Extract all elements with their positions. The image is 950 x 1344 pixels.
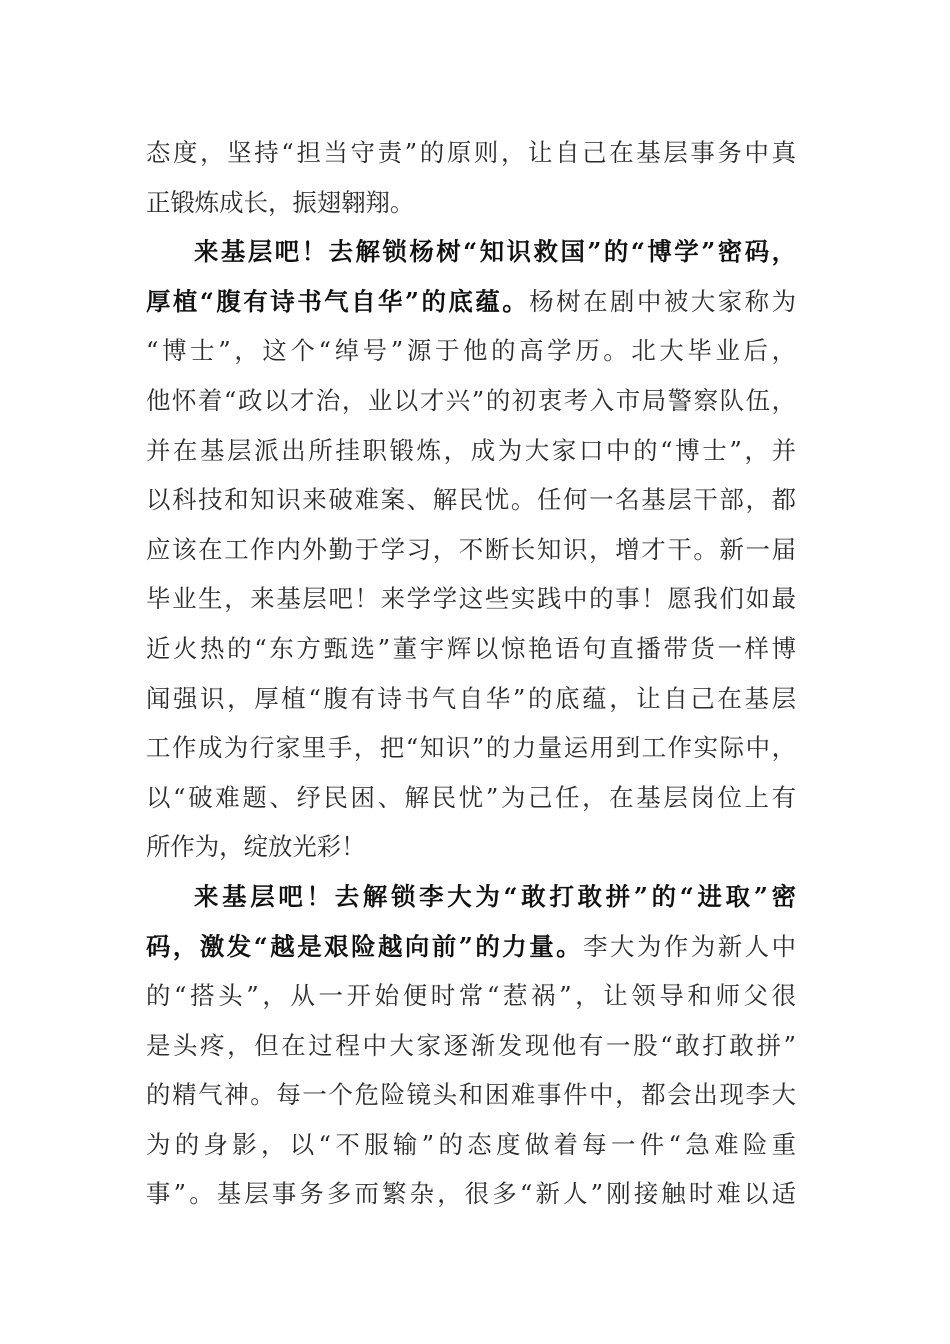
- text-line: 他怀着“政以才治，业以才兴”的初衷考入市局警察队伍，: [146, 385, 796, 415]
- paragraph-heading-line: [146, 922, 796, 972]
- text-line: 的“搭头”，从一开始便时常“惹祸”，让领导和师父很: [146, 981, 796, 1011]
- text-line: 正锻炼成长，振翅翱翔。: [146, 187, 415, 217]
- body-text: 杨树在剧中被大家称为: [529, 286, 796, 316]
- text-line: “博士”，这个“绰号”源于他的高学历。北大毕业后，: [146, 336, 796, 366]
- bold-heading-text: 厚植“腹有诗书气自华”的底蕴。: [146, 286, 530, 316]
- text-line: 毕业生，来基层吧！来学学这些实践中的事！愿我们如最: [146, 584, 796, 614]
- text-line: 是头疼，但在过程中大家逐渐发现他有一股“敢打敢拼”: [146, 1030, 796, 1060]
- text-line: 的精气神。每一个危险镜头和困难事件中，都会出现李大: [146, 1080, 796, 1110]
- paragraph-heading-line: [146, 277, 796, 327]
- paragraph-heading-line: [146, 227, 796, 277]
- text-line: 闻强识，厚植“腹有诗书气自华”的底蕴，让自己在基层: [146, 683, 796, 713]
- paragraph-heading-line: [146, 872, 796, 922]
- text-line: 并在基层派出所挂职锻炼，成为大家口中的“博士”，并: [146, 435, 796, 465]
- text-line: 近火热的“东方甄选”董宇辉以惊艳语句直播带货一样博: [146, 633, 796, 663]
- text-line: 以“破难题、纾民困、解民忧”为己任，在基层岗位上有: [146, 782, 796, 812]
- body-text: 李大为作为新人中: [583, 931, 796, 961]
- document-body: [146, 128, 796, 1219]
- text-line: 为的身影，以“不服输”的态度做着每一件“急难险重: [146, 1129, 796, 1159]
- text-line: 以科技和知识来破难案、解民忧。任何一名基层干部，都: [146, 485, 796, 515]
- bold-heading-text: 码，激发“越是艰险越向前”的力量。: [146, 931, 584, 961]
- text-line: 事”。基层事务多而繁杂，很多“新人”刚接触时难以适: [146, 1179, 796, 1209]
- bold-heading-text: 来基层吧！去解锁杨树“知识救国”的“博学”密码，: [194, 237, 796, 267]
- text-line: 态度，坚持“担当守责”的原则，让自己在基层事务中真: [146, 138, 796, 167]
- text-line: 工作成为行家里手，把“知识”的力量运用到工作实际中，: [146, 733, 796, 763]
- bold-heading-text: 来基层吧！去解锁李大为“敢打敢拼”的“进取”密: [194, 881, 796, 911]
- text-line: 所作为，绽放光彩！: [146, 832, 366, 862]
- text-line: 应该在工作内外勤于学习，不断长知识，增才干。新一届: [146, 534, 796, 564]
